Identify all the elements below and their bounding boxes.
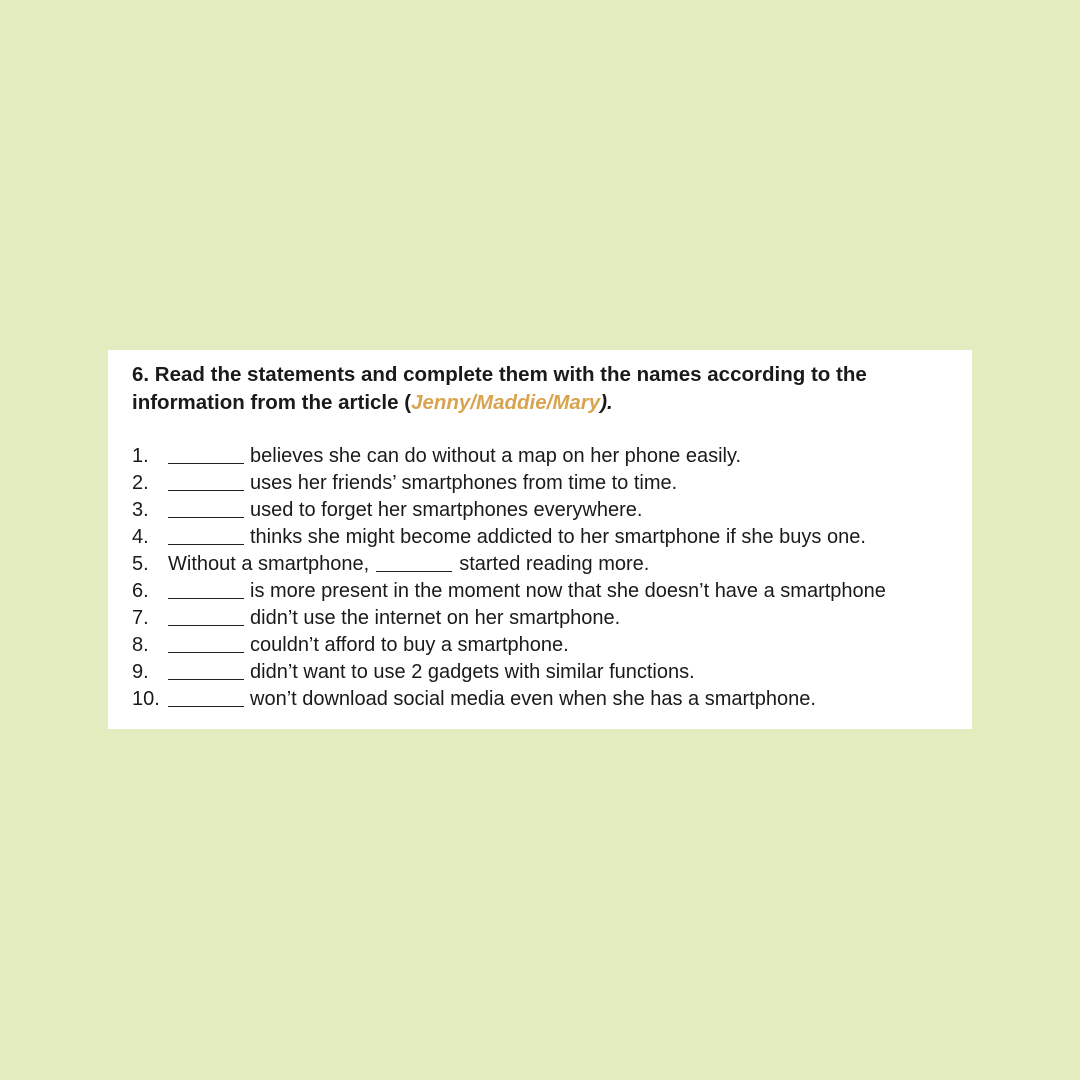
list-item: [132, 578, 972, 605]
item-number: 5.: [132, 553, 149, 575]
item-text-before: Without a smartphone,: [168, 553, 370, 575]
item-number: 7.: [132, 607, 149, 629]
statement-list: [132, 443, 972, 713]
list-item: [132, 686, 972, 713]
item-number: 4.: [132, 526, 149, 548]
item-number: 6.: [132, 580, 149, 602]
answer-blank[interactable]: [168, 530, 244, 545]
item-number: 9.: [132, 661, 149, 683]
list-item: [132, 470, 972, 497]
heading-names: Jenny/Maddie/Mary: [411, 391, 601, 414]
exercise-heading: [132, 361, 952, 417]
answer-blank[interactable]: [168, 665, 244, 680]
answer-blank[interactable]: [168, 503, 244, 518]
answer-blank[interactable]: [376, 557, 452, 572]
item-number: 1.: [132, 445, 149, 467]
answer-blank[interactable]: [168, 692, 244, 707]
item-text: didn’t want to use 2 gadgets with similar functions.: [250, 661, 695, 683]
list-item: [132, 497, 972, 524]
item-text: is more present in the moment now that she doesn’t have a smartphone: [250, 580, 886, 602]
item-text: thinks she might become addicted to her smartphone if she buys one.: [250, 526, 866, 548]
item-number: 2.: [132, 472, 149, 494]
heading-text: 6. Read the statements and complete them with the names according to the information from the article (: [132, 363, 867, 414]
list-item: [132, 605, 972, 632]
answer-blank[interactable]: [168, 584, 244, 599]
item-text: couldn’t afford to buy a smartphone.: [250, 634, 569, 656]
item-text: believes she can do without a map on her phone easily.: [250, 445, 742, 467]
answer-blank[interactable]: [168, 476, 244, 491]
list-item: [132, 551, 972, 578]
item-text: didn’t use the internet on her smartphone.: [250, 607, 621, 629]
item-text-after: started reading more.: [459, 553, 650, 575]
heading-end: ).: [600, 391, 613, 414]
answer-blank[interactable]: [168, 611, 244, 626]
list-item: [132, 524, 972, 551]
item-text: uses her friends’ smartphones from time to time.: [250, 472, 678, 494]
item-number: 3.: [132, 499, 149, 521]
item-text: won’t download social media even when she has a smartphone.: [250, 688, 816, 710]
exercise-card: [108, 350, 972, 729]
list-item: [132, 443, 972, 470]
answer-blank[interactable]: [168, 638, 244, 653]
item-text: used to forget her smartphones everywhere.: [250, 499, 643, 521]
item-number: 10.: [132, 688, 160, 710]
list-item: [132, 659, 972, 686]
answer-blank[interactable]: [168, 449, 244, 464]
item-number: 8.: [132, 634, 149, 656]
list-item: [132, 632, 972, 659]
